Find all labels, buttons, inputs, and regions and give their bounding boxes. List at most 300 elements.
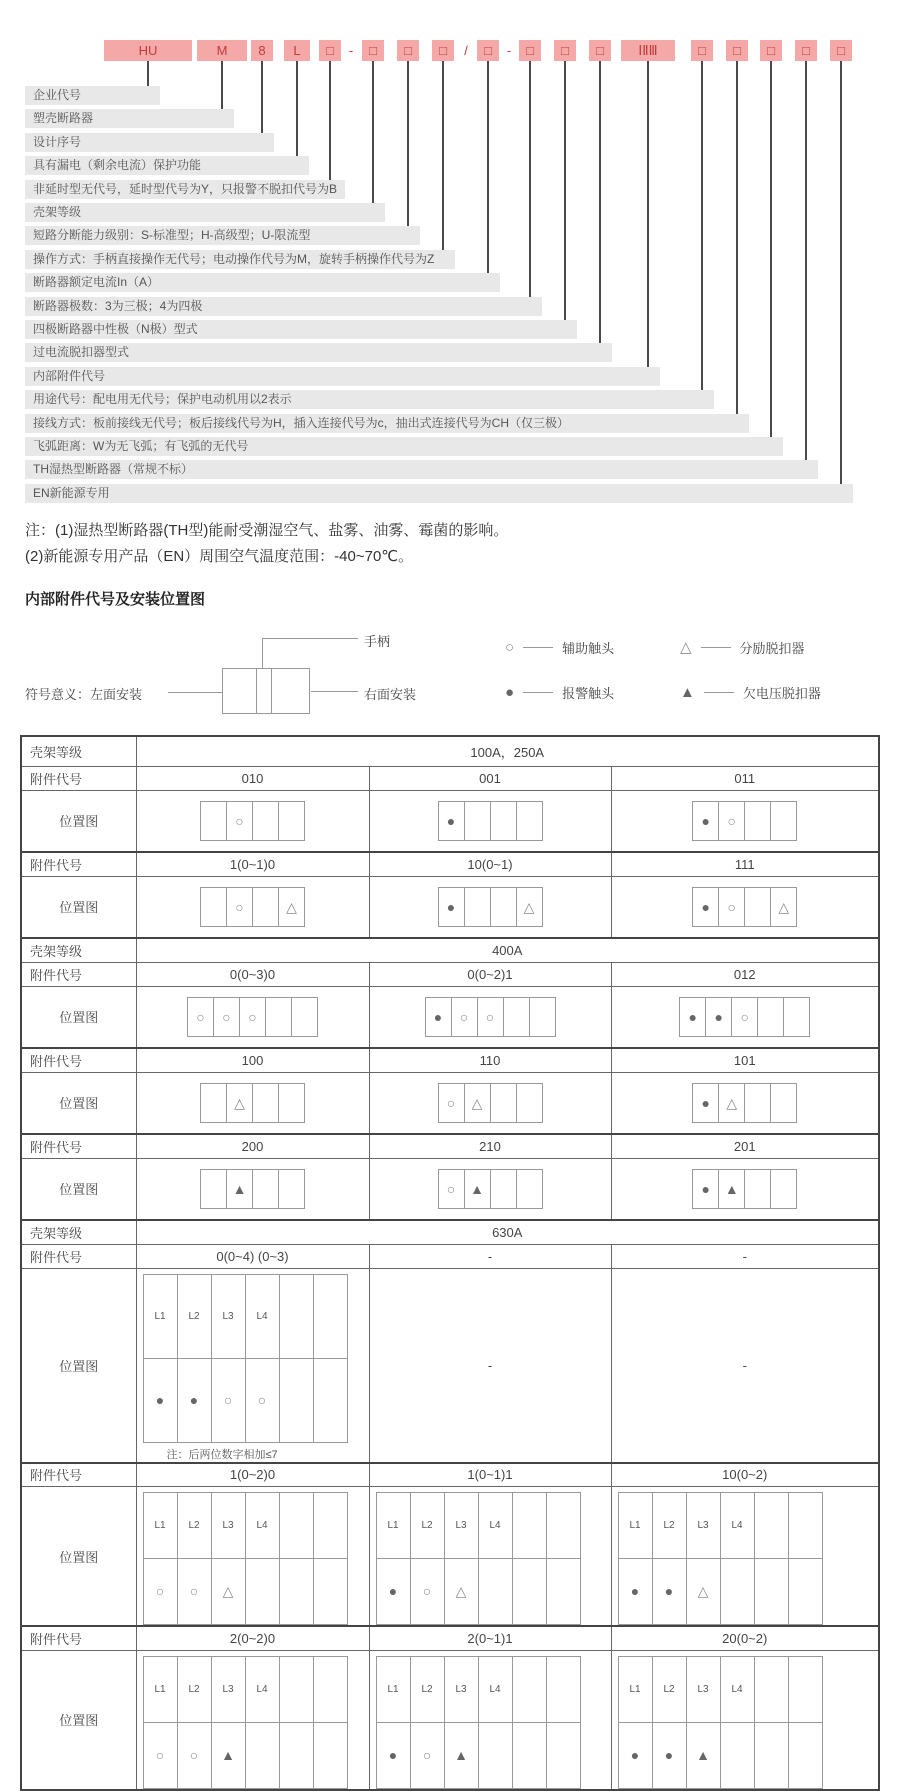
triangle-open-icon: △ (455, 1583, 467, 1599)
diagram-slot (754, 1722, 788, 1788)
symbol-row (376, 1722, 580, 1788)
table-row (21, 1650, 879, 1790)
diagram-slot (464, 887, 491, 927)
row-header: 位置图 (21, 986, 136, 1048)
diagram-slot (200, 801, 227, 841)
model-code-segment: □ (432, 40, 454, 61)
code-meaning-label: 飞弧距离：W为无飞弧；有飞弧的无代号 (25, 437, 783, 456)
position-diagram-cell (611, 876, 879, 938)
model-code-segment: □ (760, 40, 782, 61)
position-diagram (425, 997, 556, 1037)
table-row (21, 736, 879, 766)
legend-dash (523, 692, 553, 693)
diagram-slot (516, 887, 543, 927)
accessory-code-cell: 1(0~1)0 (136, 852, 369, 876)
table-row (21, 876, 879, 938)
diagram-slot (705, 997, 732, 1037)
accessory-code-cell: - (611, 1244, 879, 1268)
code-meaning-label: 内部附件代号 (25, 367, 660, 386)
diagram-slot (211, 1559, 245, 1625)
diagram-slot (245, 1722, 279, 1788)
position-diagram (200, 887, 305, 927)
labeled-position-diagram (376, 1656, 611, 1789)
connector-line (840, 61, 842, 484)
accessory-code-cell: 010 (136, 766, 369, 790)
diagram-slot (720, 1722, 754, 1788)
diagram-slot (490, 1083, 517, 1123)
table-row (21, 790, 879, 852)
accessory-code-cell: 200 (136, 1134, 369, 1158)
code-meaning-label: 壳架等级 (25, 203, 385, 222)
diagram-slot (503, 997, 530, 1037)
labeled-position-diagram (143, 1492, 369, 1625)
diagram-slot (546, 1722, 580, 1788)
diagram-slot (464, 1083, 491, 1123)
pole-label: L4 (720, 1493, 754, 1559)
diagram-slot (464, 801, 491, 841)
diagram-slot (143, 1358, 177, 1442)
pole-position-grid (143, 1274, 348, 1443)
position-diagram (438, 1169, 543, 1209)
pole-label: L2 (410, 1493, 444, 1559)
triangle-open-icon: △ (726, 1094, 738, 1111)
pole-label (546, 1656, 580, 1722)
row-header: 位置图 (21, 1072, 136, 1134)
position-diagram (692, 887, 797, 927)
circle-open-icon: ○ (446, 1094, 456, 1111)
frame-rating-cell: 100A，250A (136, 736, 879, 766)
accessory-code-cell: 100 (136, 1048, 369, 1072)
table-row (21, 1487, 879, 1627)
pole-label (313, 1493, 347, 1559)
position-diagram (200, 801, 305, 841)
diagram-slot (444, 1722, 478, 1788)
diagram-slot (211, 1722, 245, 1788)
connector-line (647, 61, 649, 367)
circle-open-icon: ○ (155, 1746, 165, 1763)
triangle-filled-icon: ▲ (454, 1746, 468, 1763)
pole-label: L4 (245, 1493, 279, 1559)
connector-line (329, 61, 331, 180)
notes (25, 518, 508, 570)
accessory-code-cell: 101 (611, 1048, 879, 1072)
diagram-slot (516, 801, 543, 841)
diagram-slot (720, 1559, 754, 1625)
row-header: 位置图 (21, 790, 136, 852)
breaker-divider (271, 669, 272, 713)
pole-label: L3 (444, 1493, 478, 1559)
diagram-slot (177, 1722, 211, 1788)
diagram-slot (464, 1169, 491, 1209)
model-code-segment: □ (830, 40, 852, 61)
pole-label: L4 (245, 1656, 279, 1722)
code-meaning-label: 过电流脱扣器型式 (25, 343, 612, 362)
position-diagram (692, 801, 797, 841)
pole-label-row (143, 1493, 347, 1559)
connector-line (701, 61, 703, 390)
triangle-filled-icon: ▲ (470, 1180, 484, 1197)
diagram-slot (490, 801, 517, 841)
circle-open-icon: ○ (235, 812, 244, 829)
table-row (21, 938, 879, 962)
diagram-slot (226, 887, 253, 927)
table-row (21, 962, 879, 986)
position-diagram-cell (136, 1158, 369, 1220)
diagram-slot (410, 1722, 444, 1788)
row-header: 位置图 (21, 1268, 136, 1463)
accessory-code-cell: - (369, 1244, 611, 1268)
circle-open-icon: ○ (446, 1180, 456, 1197)
symbol-row (376, 1559, 580, 1625)
model-code-segment: □ (589, 40, 611, 61)
triangle-open-icon: △ (778, 898, 790, 915)
code-meaning-label: 用途代号：配电用无代号；保护电动机用以2表示 (25, 390, 714, 409)
row-header: 壳架等级 (21, 938, 136, 962)
circle-filled-icon: ● (446, 812, 456, 829)
frame-rating-cell: 400A (136, 938, 879, 962)
circle-filled-icon: ● (388, 1583, 398, 1599)
circle-filled-icon: ● (664, 1746, 674, 1763)
diagram-slot (478, 1722, 512, 1788)
position-diagram-cell (136, 1072, 369, 1134)
position-diagram-cell (136, 1650, 369, 1790)
right-connector-line (311, 691, 358, 692)
position-diagram-cell (369, 986, 611, 1048)
pole-label: L1 (143, 1656, 177, 1722)
pole-label: L1 (618, 1656, 652, 1722)
left-connector-line (168, 692, 222, 693)
circle-open-icon: ○ (235, 898, 244, 915)
accessory-code-cell: 2(0~2)0 (136, 1626, 369, 1650)
accessory-code-cell: 011 (611, 766, 879, 790)
diagram-slot (438, 887, 465, 927)
model-code-segment: □ (519, 40, 541, 61)
circle-open-icon: ○ (422, 1746, 432, 1763)
diagram-slot (783, 997, 810, 1037)
position-diagram-cell (611, 1650, 879, 1790)
pole-label: L1 (376, 1656, 410, 1722)
frame-rating-cell: 630A (136, 1220, 879, 1244)
accessory-code-cell: 0(0~2)1 (369, 962, 611, 986)
legend-item (680, 638, 805, 657)
symbol-row (618, 1559, 822, 1625)
circle-open-icon: ○ (505, 639, 515, 656)
model-code-separator: - (506, 43, 512, 58)
diagram-slot (529, 997, 556, 1037)
diagram-slot (770, 1169, 797, 1209)
model-code-separator: - (348, 43, 354, 58)
diagram-slot (516, 1083, 543, 1123)
diagram-slot (226, 1083, 253, 1123)
position-diagram (679, 997, 810, 1037)
diagram-slot (200, 1083, 227, 1123)
symbol-row (143, 1358, 347, 1442)
pole-position-grid (376, 1492, 581, 1625)
pole-label (279, 1656, 313, 1722)
accessory-code-cell: 012 (611, 962, 879, 986)
position-diagram-cell (136, 876, 369, 938)
accessory-code-cell: 001 (369, 766, 611, 790)
code-meaning-label: 四极断路器中性极（N极）型式 (25, 320, 577, 339)
diagram-slot (512, 1722, 546, 1788)
position-diagram (438, 887, 543, 927)
pole-label (279, 1493, 313, 1559)
position-diagram-cell (611, 1487, 879, 1627)
diagram-slot (770, 801, 797, 841)
position-diagram-cell (611, 1158, 879, 1220)
row-header: 位置图 (21, 1650, 136, 1790)
pole-label: L2 (177, 1656, 211, 1722)
diagram-slot (718, 801, 745, 841)
pole-label-row (143, 1656, 347, 1722)
connector-line (221, 61, 223, 109)
diagram-slot (692, 1083, 719, 1123)
connector-line (805, 61, 807, 460)
labeled-position-diagram (143, 1274, 369, 1462)
position-diagram-cell (611, 790, 879, 852)
diagram-slot (718, 1083, 745, 1123)
row-header: 壳架等级 (21, 736, 136, 766)
model-code-segment: ⅠⅡⅢ (621, 40, 675, 61)
pole-label-row (618, 1493, 822, 1559)
connector-line (261, 61, 263, 133)
diagram-slot (252, 801, 279, 841)
diagram-slot (444, 1559, 478, 1625)
diagram-slot (686, 1559, 720, 1625)
accessory-code-cell: 110 (369, 1048, 611, 1072)
model-code-segment: M (197, 40, 247, 61)
table-row (21, 986, 879, 1048)
diagram-slot (618, 1722, 652, 1788)
pole-label: L2 (652, 1656, 686, 1722)
table-row (21, 852, 879, 876)
diagram-slot (376, 1559, 410, 1625)
diagram-slot (279, 1722, 313, 1788)
pole-label-row (618, 1656, 822, 1722)
connector-line (442, 61, 444, 250)
row-header: 位置图 (21, 1158, 136, 1220)
table-row (21, 1244, 879, 1268)
diagram-slot (731, 997, 758, 1037)
diagram-slot (200, 887, 227, 927)
pole-position-grid (618, 1492, 823, 1625)
row-header: 附件代号 (21, 962, 136, 986)
diagram-slot (410, 1559, 444, 1625)
triangle-open-icon: △ (234, 1094, 245, 1111)
diagram-slot (652, 1722, 686, 1788)
diagram-note: 注：后两位数字相加≤7 (166, 1448, 278, 1461)
circle-filled-icon: ● (701, 898, 710, 915)
triangle-filled-icon: ▲ (232, 1180, 247, 1197)
circle-open-icon: ○ (727, 898, 736, 915)
pole-label: L4 (245, 1274, 279, 1358)
circle-open-icon: ○ (223, 1391, 233, 1408)
circle-open-icon: ○ (248, 1008, 257, 1025)
diagram-slot (477, 997, 504, 1037)
pole-label: L2 (177, 1493, 211, 1559)
model-code-segment: □ (319, 40, 341, 61)
labeled-position-diagram (376, 1492, 611, 1625)
symbol-row (143, 1722, 347, 1788)
model-code-segment: L (284, 40, 310, 61)
note-text: (2)新能源专用产品（EN）周围空气温度范围：-40~70℃。 (25, 548, 414, 565)
diagram-slot (788, 1559, 822, 1625)
position-diagram-cell (136, 1487, 369, 1627)
position-diagram (438, 801, 543, 841)
diagram-slot (313, 1559, 347, 1625)
position-diagram (200, 1169, 305, 1209)
handle-pointer-line (262, 638, 358, 639)
diagram-slot (744, 1083, 771, 1123)
diagram-slot (744, 887, 771, 927)
pole-label: L4 (720, 1656, 754, 1722)
diagram-slot (279, 1559, 313, 1625)
pole-label: L3 (211, 1656, 245, 1722)
diagram-slot (187, 997, 214, 1037)
empty-placeholder: - (742, 1357, 747, 1373)
diagram-slot (313, 1722, 347, 1788)
model-code-segment: □ (477, 40, 499, 61)
empty-placeholder: - (487, 1357, 493, 1373)
triangle-open-icon: △ (471, 1094, 483, 1111)
symbol-row (143, 1559, 347, 1625)
triangle-filled-icon: ▲ (724, 1180, 739, 1197)
position-diagram (438, 1083, 543, 1123)
connector-line (770, 61, 772, 437)
pole-label (754, 1493, 788, 1559)
diagram-slot (143, 1559, 177, 1625)
diagram-slot (692, 801, 719, 841)
circle-filled-icon: ● (433, 1008, 443, 1025)
diagram-slot (754, 1559, 788, 1625)
accessory-code-cell: 2(0~1)1 (369, 1626, 611, 1650)
pole-label (512, 1656, 546, 1722)
pole-label (546, 1493, 580, 1559)
row-header: 附件代号 (21, 852, 136, 876)
position-diagram-cell (369, 1487, 611, 1627)
row-header: 附件代号 (21, 1048, 136, 1072)
pole-label (512, 1493, 546, 1559)
legend-item (505, 683, 614, 702)
legend-dash (704, 692, 734, 693)
row-header: 位置图 (21, 876, 136, 938)
circle-filled-icon: ● (505, 684, 515, 701)
model-code-segment: 8 (251, 40, 273, 61)
triangle-open-icon: △ (697, 1583, 709, 1599)
circle-open-icon: ○ (189, 1746, 199, 1763)
diagram-slot (618, 1559, 652, 1625)
model-code-segment: HU (104, 40, 192, 61)
diagram-slot (788, 1722, 822, 1788)
table-row (21, 1072, 879, 1134)
model-code-segment: □ (795, 40, 817, 61)
position-diagram-cell (369, 876, 611, 938)
triangle-filled-icon: ▲ (221, 1746, 235, 1763)
triangle-open-icon: △ (680, 639, 692, 656)
connector-line (487, 61, 489, 273)
code-meaning-label: 断路器极数：3为三极；4为四极 (25, 297, 542, 316)
diagram-slot (177, 1559, 211, 1625)
position-diagram-cell (136, 790, 369, 852)
diagram-slot (770, 1083, 797, 1123)
triangle-open-icon: △ (523, 898, 535, 915)
diagram-slot (679, 997, 706, 1037)
labeled-position-diagram (143, 1656, 369, 1789)
pole-label: L3 (211, 1274, 245, 1358)
diagram-slot (770, 887, 797, 927)
legend-item (680, 683, 821, 702)
table-row (21, 1134, 879, 1158)
circle-filled-icon: ● (701, 812, 710, 829)
accessory-code-cell: 10(0~1) (369, 852, 611, 876)
accessory-code-cell: 1(0~1)1 (369, 1463, 611, 1487)
diagram-slot (718, 887, 745, 927)
circle-open-icon: ○ (222, 1008, 231, 1025)
table-row (21, 1268, 879, 1463)
labeled-position-diagram (618, 1492, 879, 1625)
accessory-table-grid (20, 735, 880, 1791)
legend-label: 报警触头 (562, 686, 615, 701)
circle-filled-icon: ● (688, 1008, 697, 1025)
row-header: 位置图 (21, 1487, 136, 1627)
legend-dash (523, 647, 553, 648)
position-diagram-cell (136, 986, 369, 1048)
circle-open-icon: ○ (740, 1008, 749, 1025)
circle-open-icon: ○ (422, 1583, 432, 1599)
diagram-slot (252, 1083, 279, 1123)
note-text: 注：(1)湿热型断路器(TH型)能耐受潮湿空气、盐雾、油雾、霉菌的影响。 (25, 522, 509, 539)
diagram-slot (512, 1559, 546, 1625)
diagram-slot (279, 1358, 313, 1442)
table-row (21, 1048, 879, 1072)
position-diagram-cell (611, 1072, 879, 1134)
accessory-code-cell: 210 (369, 1134, 611, 1158)
pole-label: L4 (478, 1656, 512, 1722)
pole-label: L1 (618, 1493, 652, 1559)
circle-open-icon: ○ (727, 812, 736, 829)
accessory-code-cell: 0(0~4) (0~3) (136, 1244, 369, 1268)
diagram-slot (211, 1358, 245, 1442)
pole-label: L2 (410, 1656, 444, 1722)
position-diagram-cell (369, 790, 611, 852)
model-code-segment: □ (691, 40, 713, 61)
table-row (21, 766, 879, 790)
table-row (21, 1220, 879, 1244)
diagram-slot (213, 997, 240, 1037)
diagram-slot (239, 997, 266, 1037)
table-row (21, 1463, 879, 1487)
model-code-segment: □ (726, 40, 748, 61)
diagram-slot (490, 1169, 517, 1209)
diagram-slot (143, 1722, 177, 1788)
position-diagram (692, 1083, 797, 1123)
code-meaning-label: 非延时型无代号，延时型代号为Y，只报警不脱扣代号为B (25, 180, 345, 199)
diagram-slot (278, 1169, 305, 1209)
breaker-figure (222, 668, 310, 714)
circle-filled-icon: ● (630, 1746, 640, 1763)
diagram-slot (252, 1169, 279, 1209)
model-code-segment: □ (397, 40, 419, 61)
position-diagram-cell (136, 1268, 369, 1463)
pole-position-grid (376, 1656, 581, 1789)
pole-label (313, 1656, 347, 1722)
diagram-slot (546, 1559, 580, 1625)
connector-line (372, 61, 374, 203)
pole-label-row (376, 1493, 580, 1559)
position-diagram-cell (369, 1072, 611, 1134)
diagram-slot (757, 997, 784, 1037)
row-header: 附件代号 (21, 1626, 136, 1650)
